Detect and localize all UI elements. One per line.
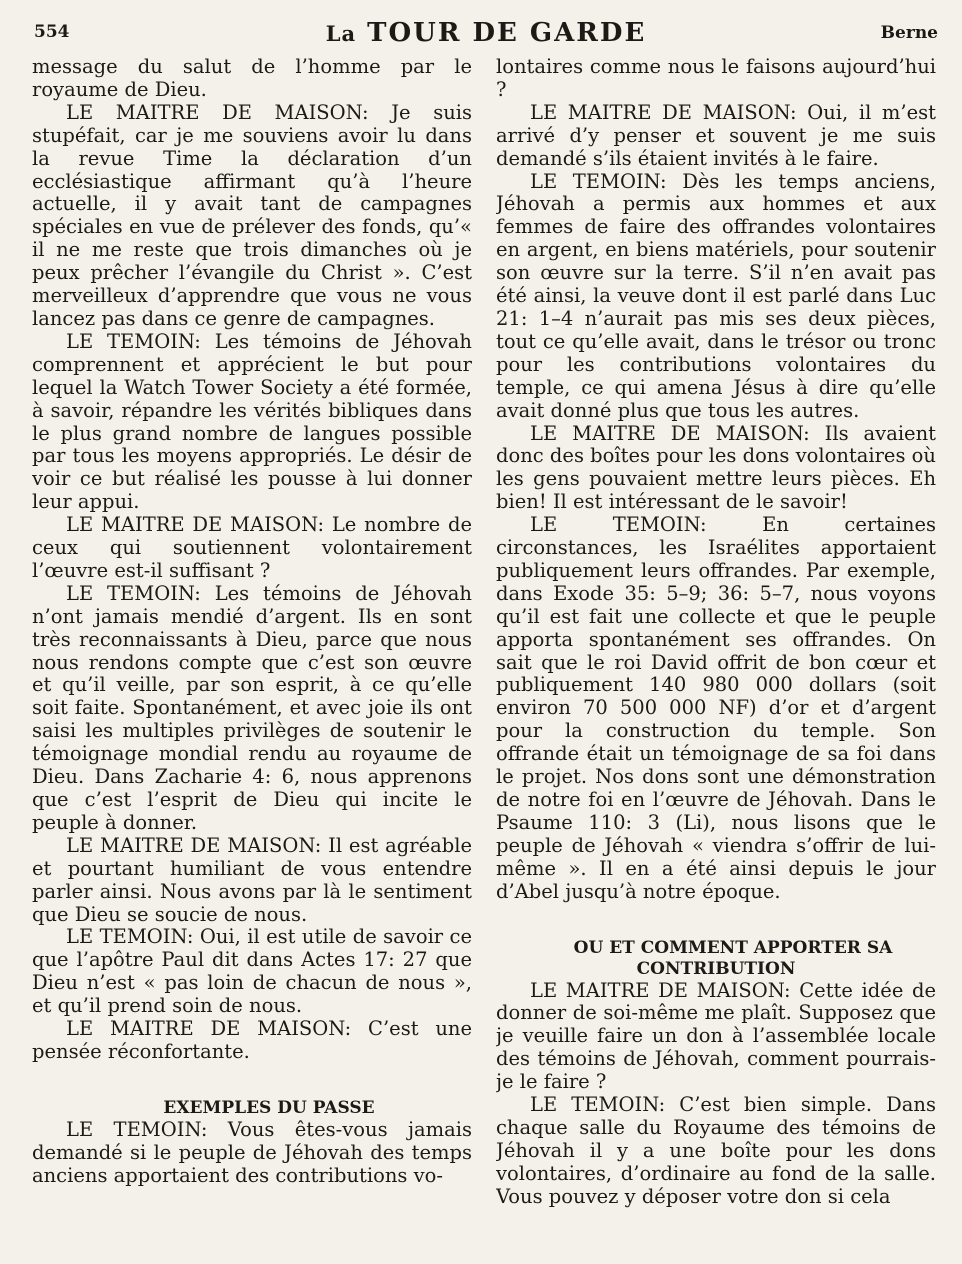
paragraph-text: message du salut de l’homme par le royaume de Dieu. — [32, 56, 472, 101]
paragraph-text: Il est agréable et pourtant humiliant de vous entendre parler ainsi. Nous avons par là le sentiment que Dieu se soucie de nous. — [32, 833, 472, 926]
speaker-label: LE TEMOIN: — [66, 1117, 208, 1141]
speaker-label: LE MAITRE DE MAISON: — [530, 100, 797, 124]
dialogue-paragraph — [32, 1018, 472, 1064]
publication-title — [34, 18, 938, 48]
dialogue-paragraph — [496, 1094, 936, 1209]
paragraph-text: Oui, il est utile de savoir ce que l’apôtre Paul dit dans Actes 17: 27 que Dieu n’est « pas loin de chacun de nous », et qu’il prend soin de nous. — [32, 925, 472, 1018]
paragraph-text: Dès les temps anciens, Jéhovah a permis aux hommes et aux femmes de faire des offrandes volontaires en argent, en biens matériels, pour soutenir son œuvre sur la terre. S’il n’en avait pas été ainsi, la veuve dont il est parlé dans Luc 21: 1–4 n’aurait pas mis ses deux pièces, tout ce qu’elle avait, dans le trésor ou tronc pour les contributions volontaires du temple, ce qui amena Jésus à dire qu’elle avait donné plus que tous les autres. — [496, 169, 936, 422]
edition-label: Berne — [880, 23, 938, 43]
paragraph-text: C’est bien simple. Dans chaque salle du Royaume des témoins de Jéhovah il y a une boîte pour les dons volontaires, d’ordinaire au fond de la salle. Vous pouvez y déposer votre don si cela — [496, 1093, 936, 1208]
dialogue-paragraph — [32, 514, 472, 583]
dialogue-paragraph — [496, 980, 936, 1095]
continued-paragraph — [496, 56, 936, 102]
dialogue-paragraph — [32, 835, 472, 927]
continued-paragraph — [32, 56, 472, 102]
dialogue-paragraph — [496, 102, 936, 171]
dialogue-paragraph — [32, 926, 472, 1018]
section-heading: OU ET COMMENT APPORTER SA CONTRIBUTION — [573, 937, 893, 979]
paragraph-text: Je suis stupéfait, car je me souviens avoir lu dans la revue Time la déclaration d’un ecclésiastique affirmant qu’à l’heure actuelle, il y avait tant de campagnes spéciales en vue de prélever des fonds, qu’« il ne me reste que trois dimanches où je peux prêcher l’évangile du Christ ». C’est merveilleux d’apprendre que vous ne vous lancez pas dans ce genre de campagnes. — [32, 100, 472, 330]
paragraph-text: Oui, il m’est arrivé d’y penser et souvent je me suis demandé s’ils étaient invités à le faire. — [496, 100, 936, 170]
speaker-label: LE TEMOIN: — [530, 513, 707, 537]
dialogue-paragraph — [496, 171, 936, 423]
title-prefix: La — [325, 21, 357, 46]
paragraph-text: Les témoins de Jéhovah n’ont jamais mendié d’argent. Ils en sont très reconnaissants à Dieu, parce que nous nous rendons compte que c’est son œuvre et qu’il veille, par son esprit, à ce qu’elle soit faite. Spontanément, et avec joie ils ont saisi les multiples privilèges de soutenir le témoignage mondial rendu au royaume de Dieu. Dans Zacharie 4: 6, nous apprenons que c’est l’esprit de Dieu qui incite le peuple à donner. — [32, 581, 472, 834]
dialogue-paragraph — [496, 423, 936, 515]
page-number: 554 — [34, 22, 70, 42]
paragraph-text: Cette idée de donner de soi-même me plaît. Supposez que je veuille faire un don à l’assemblée locale des témoins de Jéhovah, comment pourrais-je le faire ? — [496, 978, 936, 1094]
speaker-label: LE MAITRE DE MAISON: — [530, 421, 810, 445]
speaker-label: LE MAITRE DE MAISON: — [66, 100, 369, 124]
running-header — [34, 14, 938, 54]
dialogue-paragraph — [32, 331, 472, 514]
title-main: TOUR DE GARDE — [367, 18, 647, 48]
paragraph-text: lontaires comme nous le faisons aujourd’hui ? — [496, 56, 936, 101]
speaker-label: LE MAITRE DE MAISON: — [66, 1017, 352, 1041]
paragraph-text: Ils avaient donc des boîtes pour les dons volontaires où les gens pouvaient mettre leurs pièces. Eh bien! Il est intéressant de le savoir! — [496, 421, 936, 514]
paragraph-text: Le nombre de ceux qui soutiennent volontairement l’œuvre est-il suffisant ? — [32, 513, 472, 582]
right-column — [496, 56, 936, 1256]
paragraph-text: Vous êtes-vous jamais demandé si le peuple de Jéhovah des temps anciens apportaient des contributions vo- — [32, 1117, 472, 1187]
speaker-label: LE TEMOIN: — [66, 329, 201, 353]
dialogue-paragraph — [32, 583, 472, 835]
speaker-label: LE MAITRE DE MAISON: — [530, 978, 791, 1002]
paragraph-text: En certaines circonstances, les Israélites apportaient publiquement leurs offrandes. Par exemple, dans Exode 35: 5–9; 36: 5–7, nous voyons qu’il est fait une collecte et que le peuple apporta spontanément ses offrandes. On sait que le roi David offrit de bon cœur et publiquement 140 980 000 dollars (soit environ 70 500 000 NF) d’or et d’argent pour la construction du temple. Son offrande était un témoignage de sa foi dans le projet. Nos dons sont une démonstration de notre foi en l’œuvre de Jéhovah. Dans le Psaume 110: 3 (Li), nous lisons que le peuple de Jéhovah « viendra s’offrir de lui-même ». Il en a été ainsi depuis le jour d’Abel jusqu’à notre époque. — [496, 513, 936, 903]
speaker-label: LE TEMOIN: — [66, 925, 194, 949]
dialogue-paragraph — [32, 102, 472, 331]
paragraph-text: Les témoins de Jéhovah comprennent et apprécient le but pour lequel la Watch Tower Society a été formée, à savoir, répandre les vérités bibliques dans le plus grand nombre de langues possible par tous les moyens appropriés. Le désir de voir ce but réalisé les pousse à lui donner leur appui. — [32, 329, 472, 514]
paragraph-text: C’est une pensée réconfortante. — [32, 1017, 472, 1063]
dialogue-paragraph — [496, 514, 936, 903]
speaker-label: LE TEMOIN: — [530, 1093, 666, 1117]
speaker-label: LE MAITRE DE MAISON: — [66, 833, 322, 857]
speaker-label: LE TEMOIN: — [66, 581, 201, 605]
left-column — [32, 56, 472, 1256]
speaker-label: LE MAITRE DE MAISON: — [66, 513, 325, 537]
dialogue-paragraph — [32, 1119, 472, 1188]
section-heading: EXEMPLES DU PASSE — [163, 1097, 375, 1118]
speaker-label: LE TEMOIN: — [530, 169, 667, 193]
